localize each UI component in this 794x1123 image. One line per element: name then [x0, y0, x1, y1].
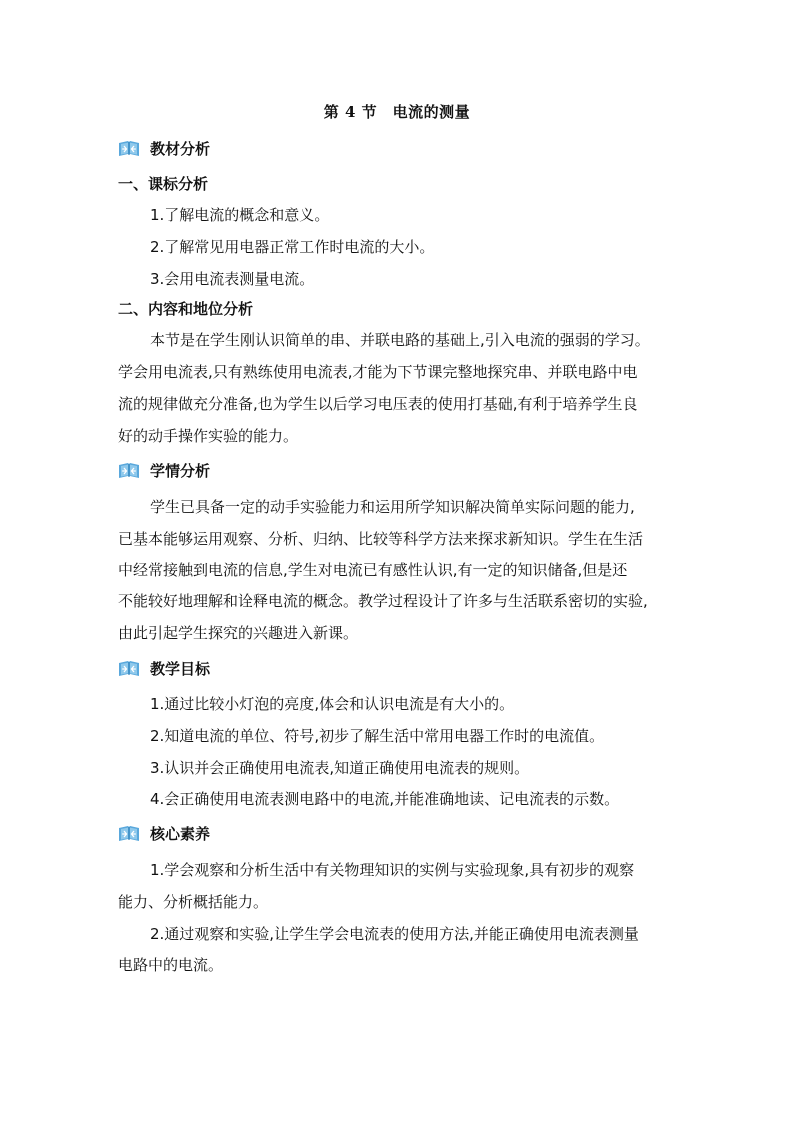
paragraph-line: 已基本能够运用观察、分析、归纳、比较等科学方法来探求新知识。学生在生活: [118, 530, 644, 548]
paragraph-line: 能力、分析概括能力。: [118, 893, 269, 911]
paragraph-line: 学会用电流表,只有熟练使用电流表,才能为下节课完整地探究串、并联电路中电: [118, 363, 638, 381]
paragraph-line: 1.学会观察和分析生活中有关物理知识的实例与实验现象,具有初步的观察: [150, 861, 635, 879]
book-icon: [118, 660, 140, 678]
list-item: 3.会用电流表测量电流。: [150, 270, 315, 288]
paragraph-line: 流的规律做充分准备,也为学生以后学习电压表的使用打基础,有利于培养学生良: [118, 395, 638, 413]
list-item: 1.了解电流的概念和意义。: [150, 206, 330, 224]
book-icon: [118, 140, 140, 158]
list-item: 3.认识并会正确使用电流表,知道正确使用电流表的规则。: [150, 759, 530, 777]
section-header-literacy: [118, 822, 210, 846]
section-header-students: [118, 459, 210, 483]
book-icon: [118, 825, 140, 843]
paragraph-line: 2.通过观察和实验,让学生学会电流表的使用方法,并能正确使用电流表测量: [150, 925, 639, 943]
paragraph-line: 不能较好地理解和诠释电流的概念。教学过程设计了许多与生活联系密切的实验,: [118, 592, 648, 610]
list-item: 2.了解常见用电器正常工作时电流的大小。: [150, 238, 435, 256]
section-label: 核心素养: [150, 825, 211, 843]
section-label: 教学目标: [150, 660, 211, 678]
book-icon: [118, 462, 140, 480]
paragraph-line: 学生已具备一定的动手实验能力和运用所学知识解决简单实际问题的能力,: [150, 498, 635, 516]
paragraph-line: 电路中的电流。: [118, 956, 224, 974]
list-item: 2.知道电流的单位、符号,初步了解生活中常用电器工作时的电流值。: [150, 727, 605, 745]
section-header-goals: [118, 657, 210, 681]
list-item: 4.会正确使用电流表测电路中的电流,并能准确地读、记电流表的示数。: [150, 790, 620, 808]
paragraph-line: 本节是在学生刚认识简单的串、并联电路的基础上,引入电流的强弱的学习。: [150, 331, 650, 349]
section-label: 教材分析: [150, 140, 211, 158]
section-label: 学情分析: [150, 462, 211, 480]
page-title: 第 4 节 电流的测量: [323, 103, 471, 121]
paragraph-line: 由此引起学生探究的兴趣进入新课。: [118, 624, 359, 642]
subheading-content: 二、内容和地位分析: [118, 300, 254, 318]
section-header-textbook: [118, 137, 210, 161]
subheading-curriculum: 一、课标分析: [118, 175, 209, 193]
list-item: 1.通过比较小灯泡的亮度,体会和认识电流是有大小的。: [150, 695, 515, 713]
paragraph-line: 中经常接触到电流的信息,学生对电流已有感性认识,有一定的知识储备,但是还: [118, 561, 628, 579]
paragraph-line: 好的动手操作实验的能力。: [118, 427, 299, 445]
